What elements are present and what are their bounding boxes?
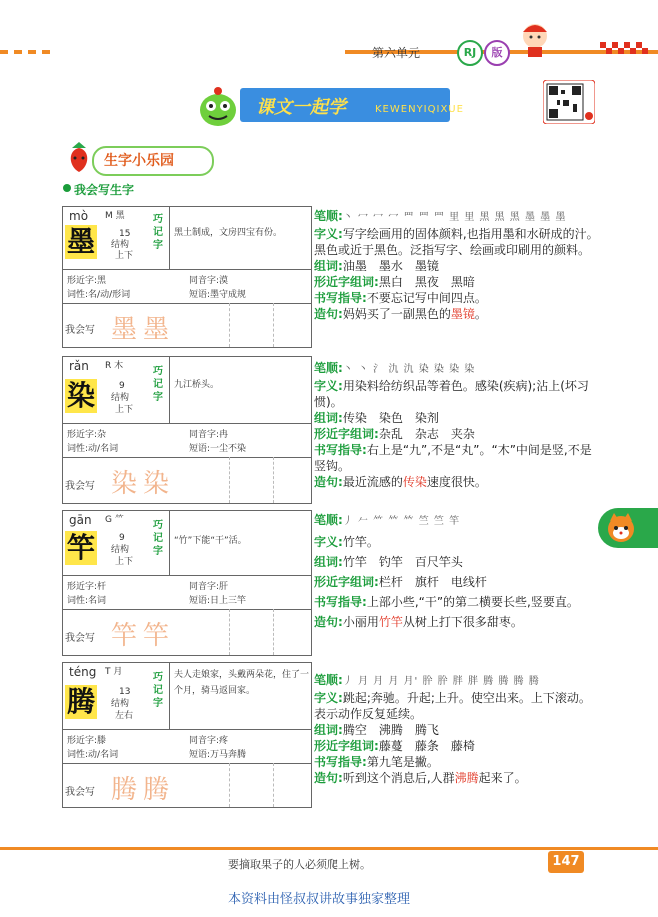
sentence-post: 。 xyxy=(474,307,487,321)
write-label: 我会写 xyxy=(65,325,95,336)
write-label: 我会写 xyxy=(65,787,95,798)
meaning: 用染料给纺织品等着色。感染(疾病);沾上(坏习惯)。 xyxy=(314,379,589,409)
similar-char: 形近字:杂 xyxy=(67,430,107,440)
stroke-order: 丿 𠂉 ⺮ 𥫗 𥫗 竺 竺 竿 xyxy=(342,516,461,527)
sentence-pre: 听到这个消息后,人群 xyxy=(342,771,455,785)
strawberry-icon xyxy=(62,140,96,174)
similar-words: 黑白 黑夜 黑暗 xyxy=(378,275,475,289)
similar-words: 藤蔓 藤条 藤椅 xyxy=(378,739,475,753)
sentence-highlight: 传染 xyxy=(402,475,427,489)
edition-badge-ban: 版 xyxy=(484,40,510,66)
guide-label: 书写指导: xyxy=(314,291,367,305)
stroke-order-label: 笔顺: xyxy=(314,361,343,375)
part-of-speech: 词性:动/名词 xyxy=(67,750,119,760)
pinyin: téng xyxy=(69,665,97,679)
guide-label: 书写指导: xyxy=(314,755,367,769)
explain-gan xyxy=(314,510,599,632)
words-label: 组词: xyxy=(314,723,343,737)
similar-char: 形近字:滕 xyxy=(67,736,107,746)
stroke-count: 15 xyxy=(119,229,131,239)
explain-teng xyxy=(314,672,599,786)
similar-words-label: 形近字组词: xyxy=(314,575,379,589)
similar-words-label: 形近字组词: xyxy=(314,275,379,289)
stroke-count: 9 xyxy=(119,533,125,543)
stroke-count: 13 xyxy=(119,687,131,697)
bullet-dot xyxy=(63,184,71,192)
guide-label: 书写指导: xyxy=(314,595,367,609)
write-practice: 腾腾 xyxy=(111,775,176,805)
mnemonic: 夫人走娘家，头戴两朵花，住了一个月，骑马返回家。 xyxy=(169,663,309,729)
girl-icon xyxy=(510,18,560,58)
char-card-mo xyxy=(62,206,312,348)
sentence-highlight: 墨镜 xyxy=(450,307,475,321)
phrase: 短语:万马奔腾 xyxy=(189,750,247,760)
qiao-ji-zi: 巧记字 xyxy=(153,520,163,557)
radical: R 木 xyxy=(105,361,124,371)
radical: M 黑 xyxy=(105,211,125,221)
words-label: 组词: xyxy=(314,259,343,273)
unit-label: 第六单元 xyxy=(372,46,421,60)
similar-char: 形近字:杆 xyxy=(67,582,107,592)
sentence-label: 造句: xyxy=(314,615,343,629)
structure-label: 结构 xyxy=(111,545,130,555)
write-practice: 墨墨 xyxy=(111,315,176,345)
sentence-label: 造句: xyxy=(314,307,343,321)
write-label: 我会写 xyxy=(65,633,95,644)
sentence-highlight: 沸腾 xyxy=(454,771,479,785)
sentence-label: 造句: xyxy=(314,475,343,489)
hanzi: 腾 xyxy=(66,685,95,718)
homophone: 同音字:冉 xyxy=(189,430,229,440)
mnemonic: “竹”下能“干”活。 xyxy=(169,511,309,575)
similar-char: 形近字:黑 xyxy=(67,276,107,286)
phrase: 短语:墨守成规 xyxy=(189,290,247,300)
hanzi: 染 xyxy=(66,379,95,412)
qiao-ji-zi: 巧记字 xyxy=(153,672,163,709)
similar-words-label: 形近字组词: xyxy=(314,427,379,441)
words-label: 组词: xyxy=(314,555,343,569)
page-number: 147 xyxy=(548,851,584,873)
explain-ran xyxy=(314,360,599,490)
meaning-label: 字义: xyxy=(314,227,343,241)
guide: 上部小些,“干”的第二横要长些,竖要直。 xyxy=(366,595,579,609)
similar-words: 栏杆 旗杆 电线杆 xyxy=(378,575,487,589)
footer-motto: 要摘取果子的人必须爬上树。 xyxy=(228,858,371,871)
homophone: 同音字:肝 xyxy=(189,582,229,592)
monster-mascot-icon xyxy=(195,86,241,128)
part-of-speech: 词性:动/名词 xyxy=(67,444,119,454)
write-practice: 染染 xyxy=(111,469,176,499)
hanzi: 竿 xyxy=(66,531,95,564)
footer-line xyxy=(0,847,658,850)
sentence-highlight: 竹竿 xyxy=(378,615,403,629)
stroke-order: 丶 冖 冖 冖 罒 罒 罒 里 里 黑 黑 黑 墨 墨 墨 xyxy=(342,212,567,223)
sentence-pre: 最近流感的 xyxy=(342,475,403,489)
sentence-pre: 小丽用 xyxy=(342,615,379,629)
char-card-teng xyxy=(62,662,312,808)
structure-value: 左右 xyxy=(115,711,134,721)
sentence-post: 起来了。 xyxy=(478,771,527,785)
guide-label: 书写指导: xyxy=(314,443,367,457)
subsection-title: 我会写生字 xyxy=(74,183,135,197)
section-title: 生字小乐园 xyxy=(104,153,174,169)
stroke-order: 丶 丶 氵 氿 氿 染 染 染 染 xyxy=(342,364,476,375)
words: 腾空 沸腾 腾飞 xyxy=(342,723,439,737)
write-practice: 竿竿 xyxy=(111,621,176,651)
structure-label: 结构 xyxy=(111,240,130,250)
structure-value: 上下 xyxy=(115,251,134,261)
explain-mo xyxy=(314,208,599,322)
write-label: 我会写 xyxy=(65,481,95,492)
phrase: 短语:日上三竿 xyxy=(189,596,247,606)
char-card-ran xyxy=(62,356,312,504)
mnemonic: 九江桥头。 xyxy=(169,357,309,423)
banner-title: 课文一起学 xyxy=(256,97,346,118)
pinyin: rǎn xyxy=(69,359,89,373)
guide: 不要忘记写中间四点。 xyxy=(366,291,487,305)
words-label: 组词: xyxy=(314,411,343,425)
sentence-post: 速度很快。 xyxy=(426,475,487,489)
guide: 右上是“九”,不是“丸”。“木”中间是竖,不是竖钩。 xyxy=(314,443,592,473)
sentence-label: 造句: xyxy=(314,771,343,785)
meaning: 竹竿。 xyxy=(342,535,379,549)
guide: 第九笔是撇。 xyxy=(366,755,439,769)
part-of-speech: 词性:名词 xyxy=(67,596,107,606)
sentence-pre: 妈妈买了一副黑色的 xyxy=(342,307,451,321)
part-of-speech: 词性:名/动/形词 xyxy=(67,290,131,300)
stroke-order-label: 笔顺: xyxy=(314,513,343,527)
stroke-order-label: 笔顺: xyxy=(314,209,343,223)
fox-face-icon xyxy=(604,511,638,545)
stroke-count: 9 xyxy=(119,381,125,391)
structure-value: 上下 xyxy=(115,405,134,415)
meaning-label: 字义: xyxy=(314,691,343,705)
structure-value: 上下 xyxy=(115,557,134,567)
structure-label: 结构 xyxy=(111,699,130,709)
checker-decor xyxy=(600,42,658,62)
structure-label: 结构 xyxy=(111,393,130,403)
meaning: 跳起;奔驰。升起;上升。使空出来。上下滚动。表示动作反复延续。 xyxy=(314,691,591,721)
footer-credit: 本资料由怪叔叔讲故事独家整理 xyxy=(228,892,411,907)
qr-code-icon[interactable] xyxy=(543,80,595,124)
homophone: 同音字:漠 xyxy=(189,276,229,286)
words: 传染 染色 染剂 xyxy=(342,411,439,425)
qiao-ji-zi: 巧记字 xyxy=(153,214,163,251)
meaning: 写字绘画用的固体颜料,也指用墨和水研成的汁。黑色或近于黑色。泛指写字、绘画或印刷用的颜料。 xyxy=(314,227,599,257)
words: 竹竿 钓竿 百尺竿头 xyxy=(342,555,463,569)
radical: T 月 xyxy=(105,667,123,677)
phrase: 短语:一尘不染 xyxy=(189,444,247,454)
edition-badge-rj: RJ xyxy=(457,40,483,66)
mnemonic: 黑土制成，文房四宝有份。 xyxy=(169,207,309,269)
radical: G ⺮ xyxy=(105,515,124,525)
qiao-ji-zi: 巧记字 xyxy=(153,366,163,403)
banner-pinyin: KEWENYIQIXUE xyxy=(375,104,464,115)
hanzi: 墨 xyxy=(66,225,95,258)
pinyin: mò xyxy=(69,209,89,223)
similar-words: 杂乱 杂志 夹杂 xyxy=(378,427,475,441)
stroke-order: 丿 月 月 月 月' 肸 肸 胖 胖 腾 腾 腾 腾 xyxy=(342,676,540,687)
homophone: 同音字:疼 xyxy=(189,736,229,746)
stroke-order-label: 笔顺: xyxy=(314,673,343,687)
char-card-gan xyxy=(62,510,312,656)
meaning-label: 字义: xyxy=(314,535,343,549)
similar-words-label: 形近字组词: xyxy=(314,739,379,753)
sentence-post: 从树上打下很多甜枣。 xyxy=(402,615,523,629)
pinyin: gān xyxy=(69,513,92,527)
meaning-label: 字义: xyxy=(314,379,343,393)
words: 油墨 墨水 墨镜 xyxy=(342,259,439,273)
